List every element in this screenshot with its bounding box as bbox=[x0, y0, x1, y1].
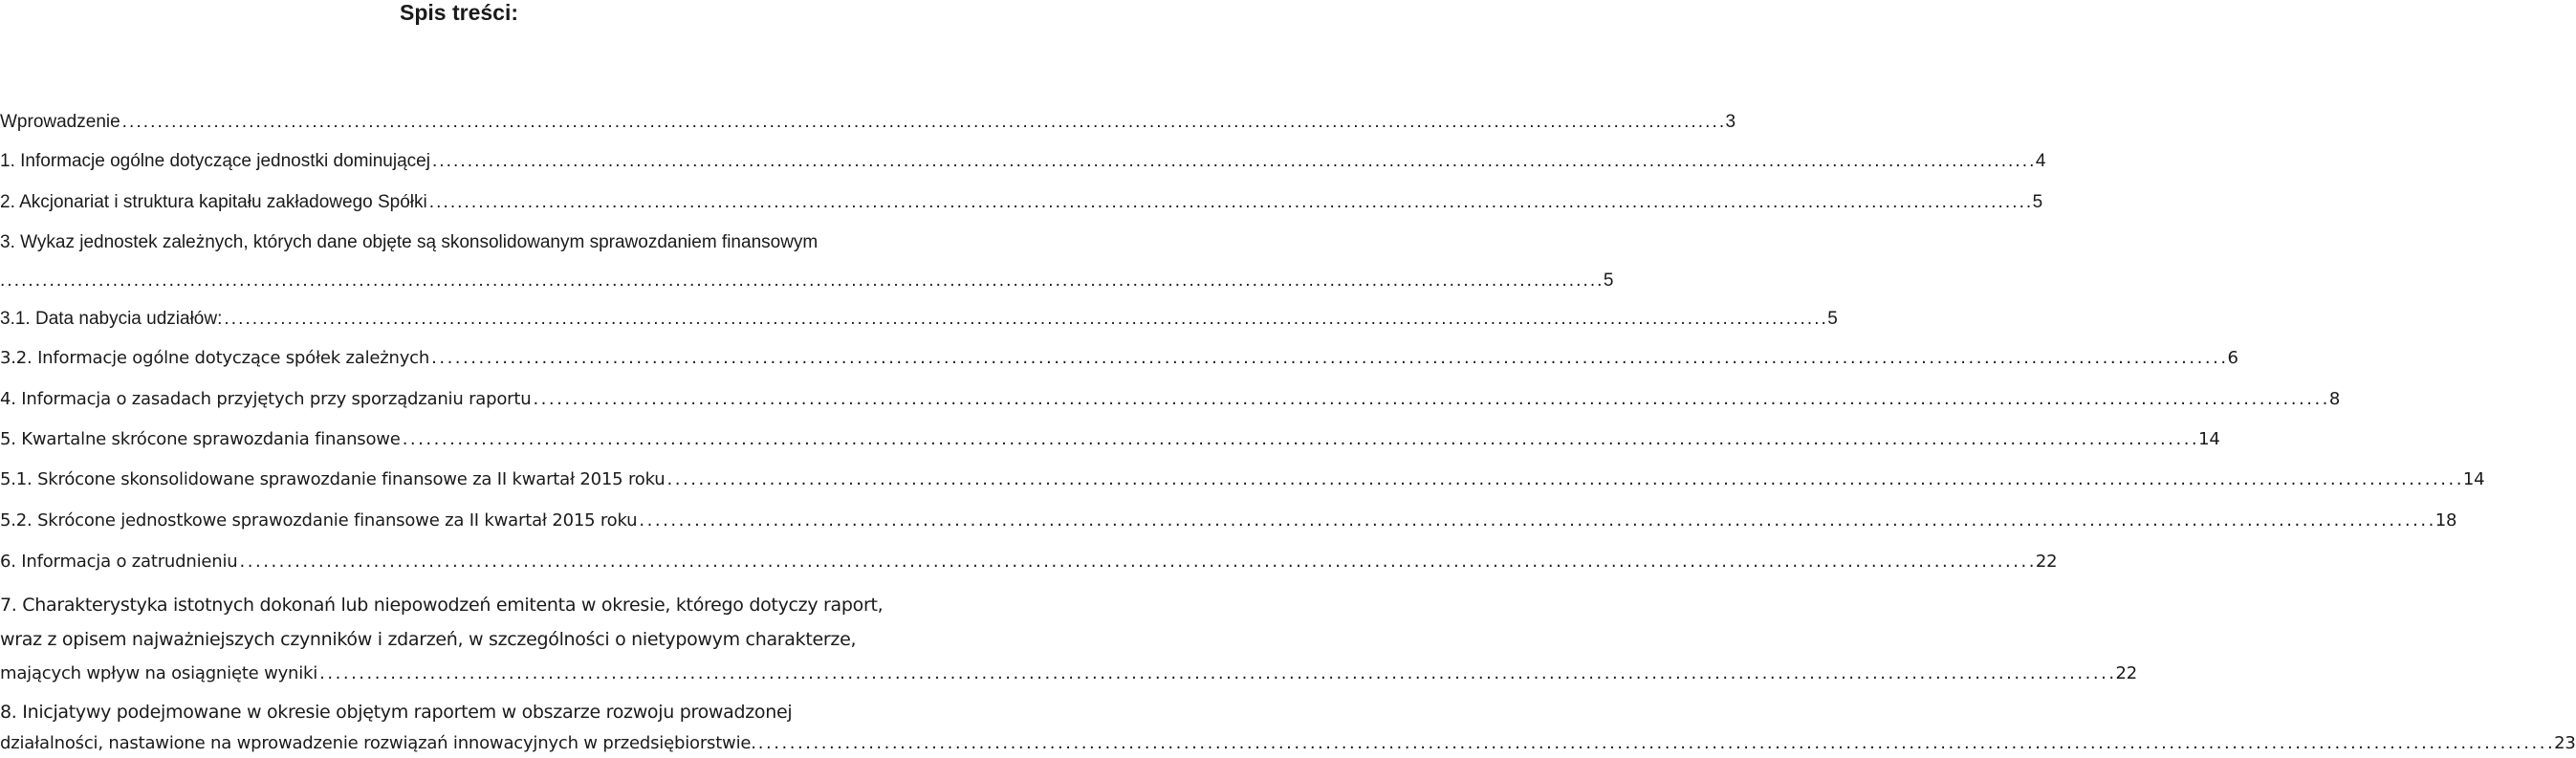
toc-entry-page: 5 bbox=[1827, 309, 1838, 329]
toc-entry-6[interactable] bbox=[0, 551, 2058, 574]
toc-entry-4[interactable] bbox=[0, 388, 2341, 411]
toc-entry-label: mających wpływ na osiągnięte wyniki bbox=[0, 663, 318, 683]
toc-entry-label: Wprowadzenie bbox=[0, 112, 120, 132]
toc-entry-page: 22 bbox=[2035, 552, 2058, 572]
toc-entry-7-line2[interactable]: wraz z opisem najważniejszych czynników i zdarzeń, w szczególności o nietypowym charakterze, bbox=[0, 629, 857, 650]
toc-entry-5-1[interactable] bbox=[0, 468, 2485, 491]
toc-entry-label: 1. Informacje ogólne dotyczące jednostki dominującej bbox=[0, 151, 430, 171]
toc-leader-dots bbox=[403, 428, 2195, 451]
toc-entry-label: 5.2. Skrócone jednostkowe sprawozdanie finansowe za II kwartał 2015 roku bbox=[0, 510, 638, 531]
toc-entry-5-2[interactable] bbox=[0, 509, 2457, 532]
toc-entry-3-line1[interactable]: 3. Wykaz jednostek zależnych, których dane objęte są skonsolidowanym sprawozdaniem finansowym bbox=[0, 232, 819, 252]
toc-entry-label: 5.1. Skrócone skonsolidowane sprawozdanie finansowe za II kwartał 2015 roku bbox=[0, 469, 666, 489]
toc-leader-dots bbox=[432, 150, 2033, 173]
toc-entry-page: 14 bbox=[2198, 429, 2220, 449]
toc-leader-dots bbox=[758, 732, 2551, 755]
toc-entry-page: 3 bbox=[1725, 112, 1736, 132]
toc-entry-label: 3.2. Informacje ogólne dotyczące spółek zależnych bbox=[0, 348, 430, 368]
toc-entry-page: 4 bbox=[2035, 151, 2046, 171]
toc-entry-3-2[interactable] bbox=[0, 347, 2238, 370]
toc-leader-dots bbox=[431, 347, 2224, 370]
toc-leader-dots bbox=[319, 662, 2112, 685]
toc-leader-dots bbox=[533, 388, 2325, 411]
toc-entry-7-line1[interactable]: 7. Charakterystyka istotnych dokonań lub niepowodzeń emitenta w okresie, którego dotyczy raport, bbox=[0, 595, 884, 616]
toc-entry-label: 3.1. Data nabycia udziałów: bbox=[0, 309, 223, 329]
toc-entry-wprowadzenie[interactable] bbox=[0, 111, 1736, 134]
toc-entry-label: 2. Akcjonariat i struktura kapitału zakładowego Spółki bbox=[0, 192, 427, 212]
toc-entry-label: 4. Informacja o zasadach przyjętych przy sporządzaniu raportu bbox=[0, 389, 532, 409]
toc-leader-dots bbox=[0, 270, 1601, 292]
toc-entry-7[interactable] bbox=[0, 662, 2137, 685]
toc-entry-2[interactable] bbox=[0, 191, 2043, 214]
toc-entry-page: 14 bbox=[2462, 469, 2485, 489]
toc-entry-page: 18 bbox=[2434, 510, 2457, 531]
toc-leader-dots bbox=[666, 468, 2459, 491]
toc-entry-page: 8 bbox=[2328, 389, 2341, 409]
toc-entry-1[interactable] bbox=[0, 150, 2046, 173]
toc-entry-page: 23 bbox=[2554, 733, 2576, 753]
toc-leader-dots bbox=[122, 111, 1723, 134]
toc-entry-label: 5. Kwartalne skrócone sprawozdania finansowe bbox=[0, 429, 401, 449]
toc-leader-dots bbox=[429, 191, 2030, 214]
toc-entry-8[interactable] bbox=[0, 732, 2576, 755]
toc-entry-3-1[interactable] bbox=[0, 308, 1838, 331]
toc-entry-page: 22 bbox=[2115, 663, 2137, 683]
toc-entry-8-line1[interactable]: 8. Inicjatywy podejmowane w okresie objętym raportem w obszarze rozwoju prowadzonej bbox=[0, 702, 793, 723]
toc-entry-page: 5 bbox=[2032, 192, 2043, 212]
toc-leader-dots bbox=[639, 509, 2432, 532]
toc-leader-dots bbox=[224, 308, 1824, 331]
toc-entry-page: 5 bbox=[1603, 271, 1614, 291]
toc-entry-label: działalności, nastawione na wprowadzenie rozwiązań innowacyjnych w przedsiębiorstwie. bbox=[0, 733, 756, 753]
toc-entry-page: 6 bbox=[2227, 348, 2238, 368]
toc-entry-label: 6. Informacja o zatrudnieniu bbox=[0, 552, 238, 572]
page-title: Spis treści: bbox=[400, 0, 518, 25]
toc-entry-3[interactable] bbox=[0, 270, 1614, 292]
toc-entry-5[interactable] bbox=[0, 428, 2220, 451]
toc-leader-dots bbox=[239, 551, 2032, 574]
